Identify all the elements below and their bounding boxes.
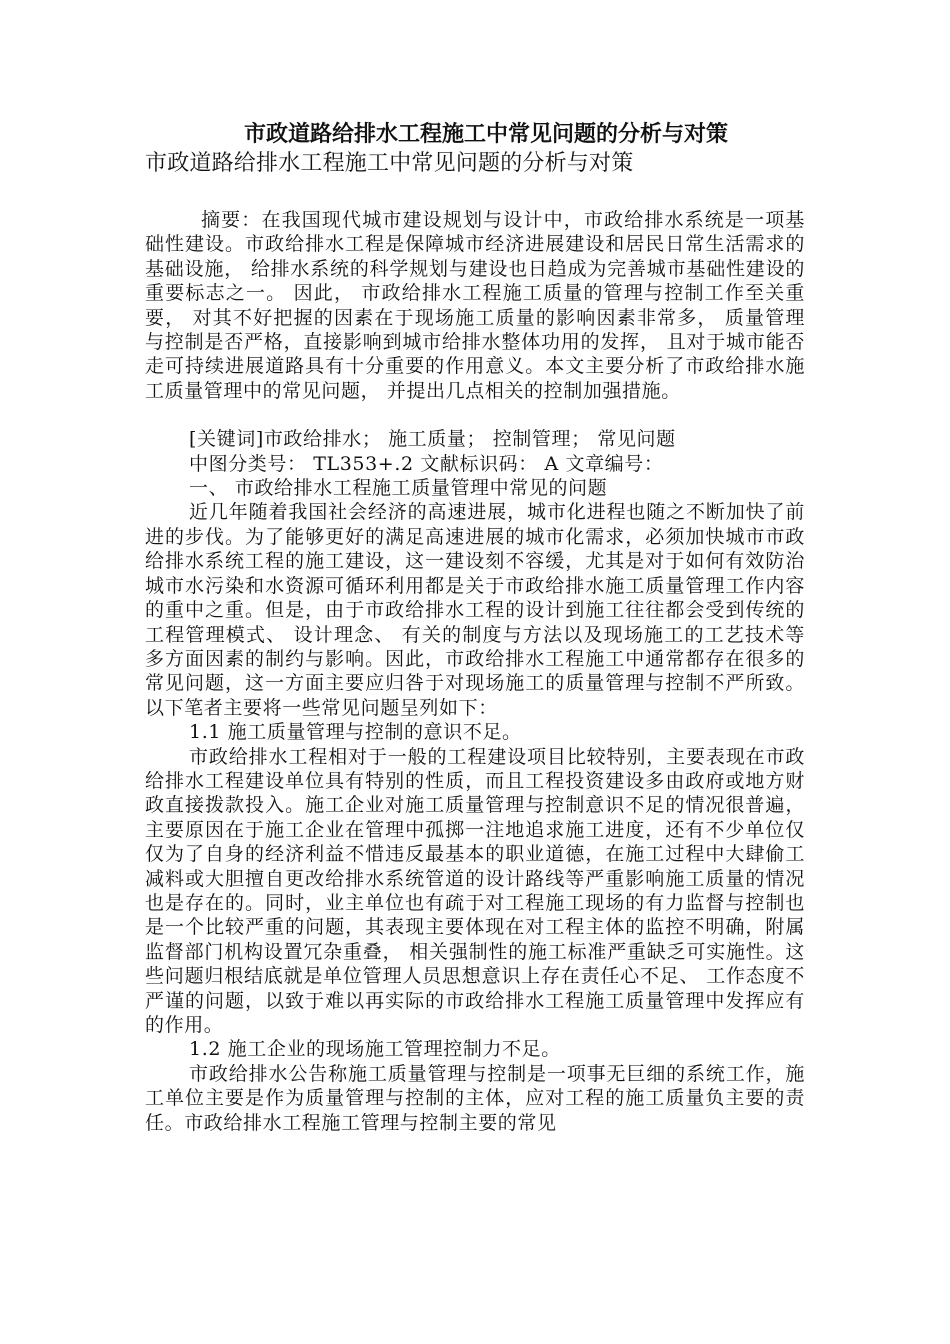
- keywords-line: [关键词]市政给排水； 施工质量； 控制管理； 常见问题: [189, 428, 676, 451]
- subsection-1-1-heading: 1.1 施工质量管理与控制的意识不足。: [189, 721, 522, 744]
- spacer: [145, 403, 805, 427]
- abstract-paragraph: 摘要：在我国现代城市建设规划与设计中，市政给排水系统是一项基础性建设。市政给排水工程是保障城市经济进展建设和居民日常生活需求的基础设施， 给排水系统的科学规划与建设也日趋成为完善城市基础性建设的重要标志之一。 因此， 市政给排水工程施工质量的管理与控制工作至关重要， 对其不好把握的因素在于现场施工质量的影响因素非常多， 质量管理与控制是否严格，直接影响到城市给排水整体功用的发挥， 且对于城市能否走可持续进展道路具有十分重要的作用意义。本文主要分析了市政给排水施工质量管理中的常见问题， 并提出几点相关的控制加强措施。: [145, 209, 805, 402]
- section-1-heading: 一、 市政给排水工程施工质量管理中常见的问题: [189, 477, 608, 500]
- document-page: [145, 120, 805, 1135]
- classification-line: 中图分类号： TL353+.2 文献标识码： A 文章编号：: [189, 452, 664, 475]
- subsection-1-1-paragraph: 市政给排水工程相对于一般的工程建设项目比较特别，主要表现在市政给排水工程建设单位具有特别的性质，而且工程投资建设多由政府或地方财政直接拨款投入。施工企业对施工质量管理与控制意识不足的情况很普遍，主要原因在于施工企业在管理中孤掷一注地追求施工进度，还有不少单位仅仅为了自身的经济利益不惜违反最基本的职业道德，在施工过程中大肆偷工减料或大胆擅自更改给排水系统管道的设计路线等严重影响施工质量的情况也是存在的。同时，业主单位也有疏于对工程施工现场的有力监督与控制也是一个比较严重的问题，其表现主要体现在对工程主体的监控不明确，附属监督部门机构设置冗杂重叠， 相关强制性的施工标准严重缺乏可实施性。这些问题归根结底就是单位管理人员思想意识上存在责任心不足、 工作态度不严谨的问题，以致于难以再实际的市政给排水工程施工质量管理中发挥应有的作用。: [145, 745, 805, 1036]
- document-title: 市政道路给排水工程施工中常见问题的分析与对策: [243, 122, 728, 147]
- document-subtitle: 市政道路给排水工程施工中常见问题的分析与对策: [145, 151, 634, 176]
- subsection-1-2-paragraph: 市政给排水公告称施工质量管理与控制是一项事无巨细的系统工作，施工单位主要是作为质量管理与控制的主体，应对工程的施工质量负主要的责任。市政给排水工程施工管理与控制主要的常见: [145, 1062, 805, 1134]
- subsection-1-2-heading: 1.2 施工企业的现场施工管理控制力不足。: [189, 1038, 561, 1061]
- section-1-paragraph: 近几年随着我国社会经济的高速进展，城市化进程也随之不断加快了前进的步伐。为了能够更好的满足高速进展的城市化需求，必须加快城市市政给排水系统工程的施工建设，这一建设刻不容缓，尤其是对于如何有效防治城市水污染和水资源可循环利用都是关于市政给排水施工质量管理工作内容的重中之重。但是，由于市政给排水工程的设计到施工往往都会受到传统的工程管理模式、 设计理念、 有关的制度与方法以及现场施工的工艺技术等多方面因素的制约与影响。因此，市政给排水工程施工中通常都存在很多的常见问题，这一方面主要应归咎于对现场施工的质量管理与控制不严所致。以下笔者主要将一些常见问题呈列如下：: [145, 501, 805, 719]
